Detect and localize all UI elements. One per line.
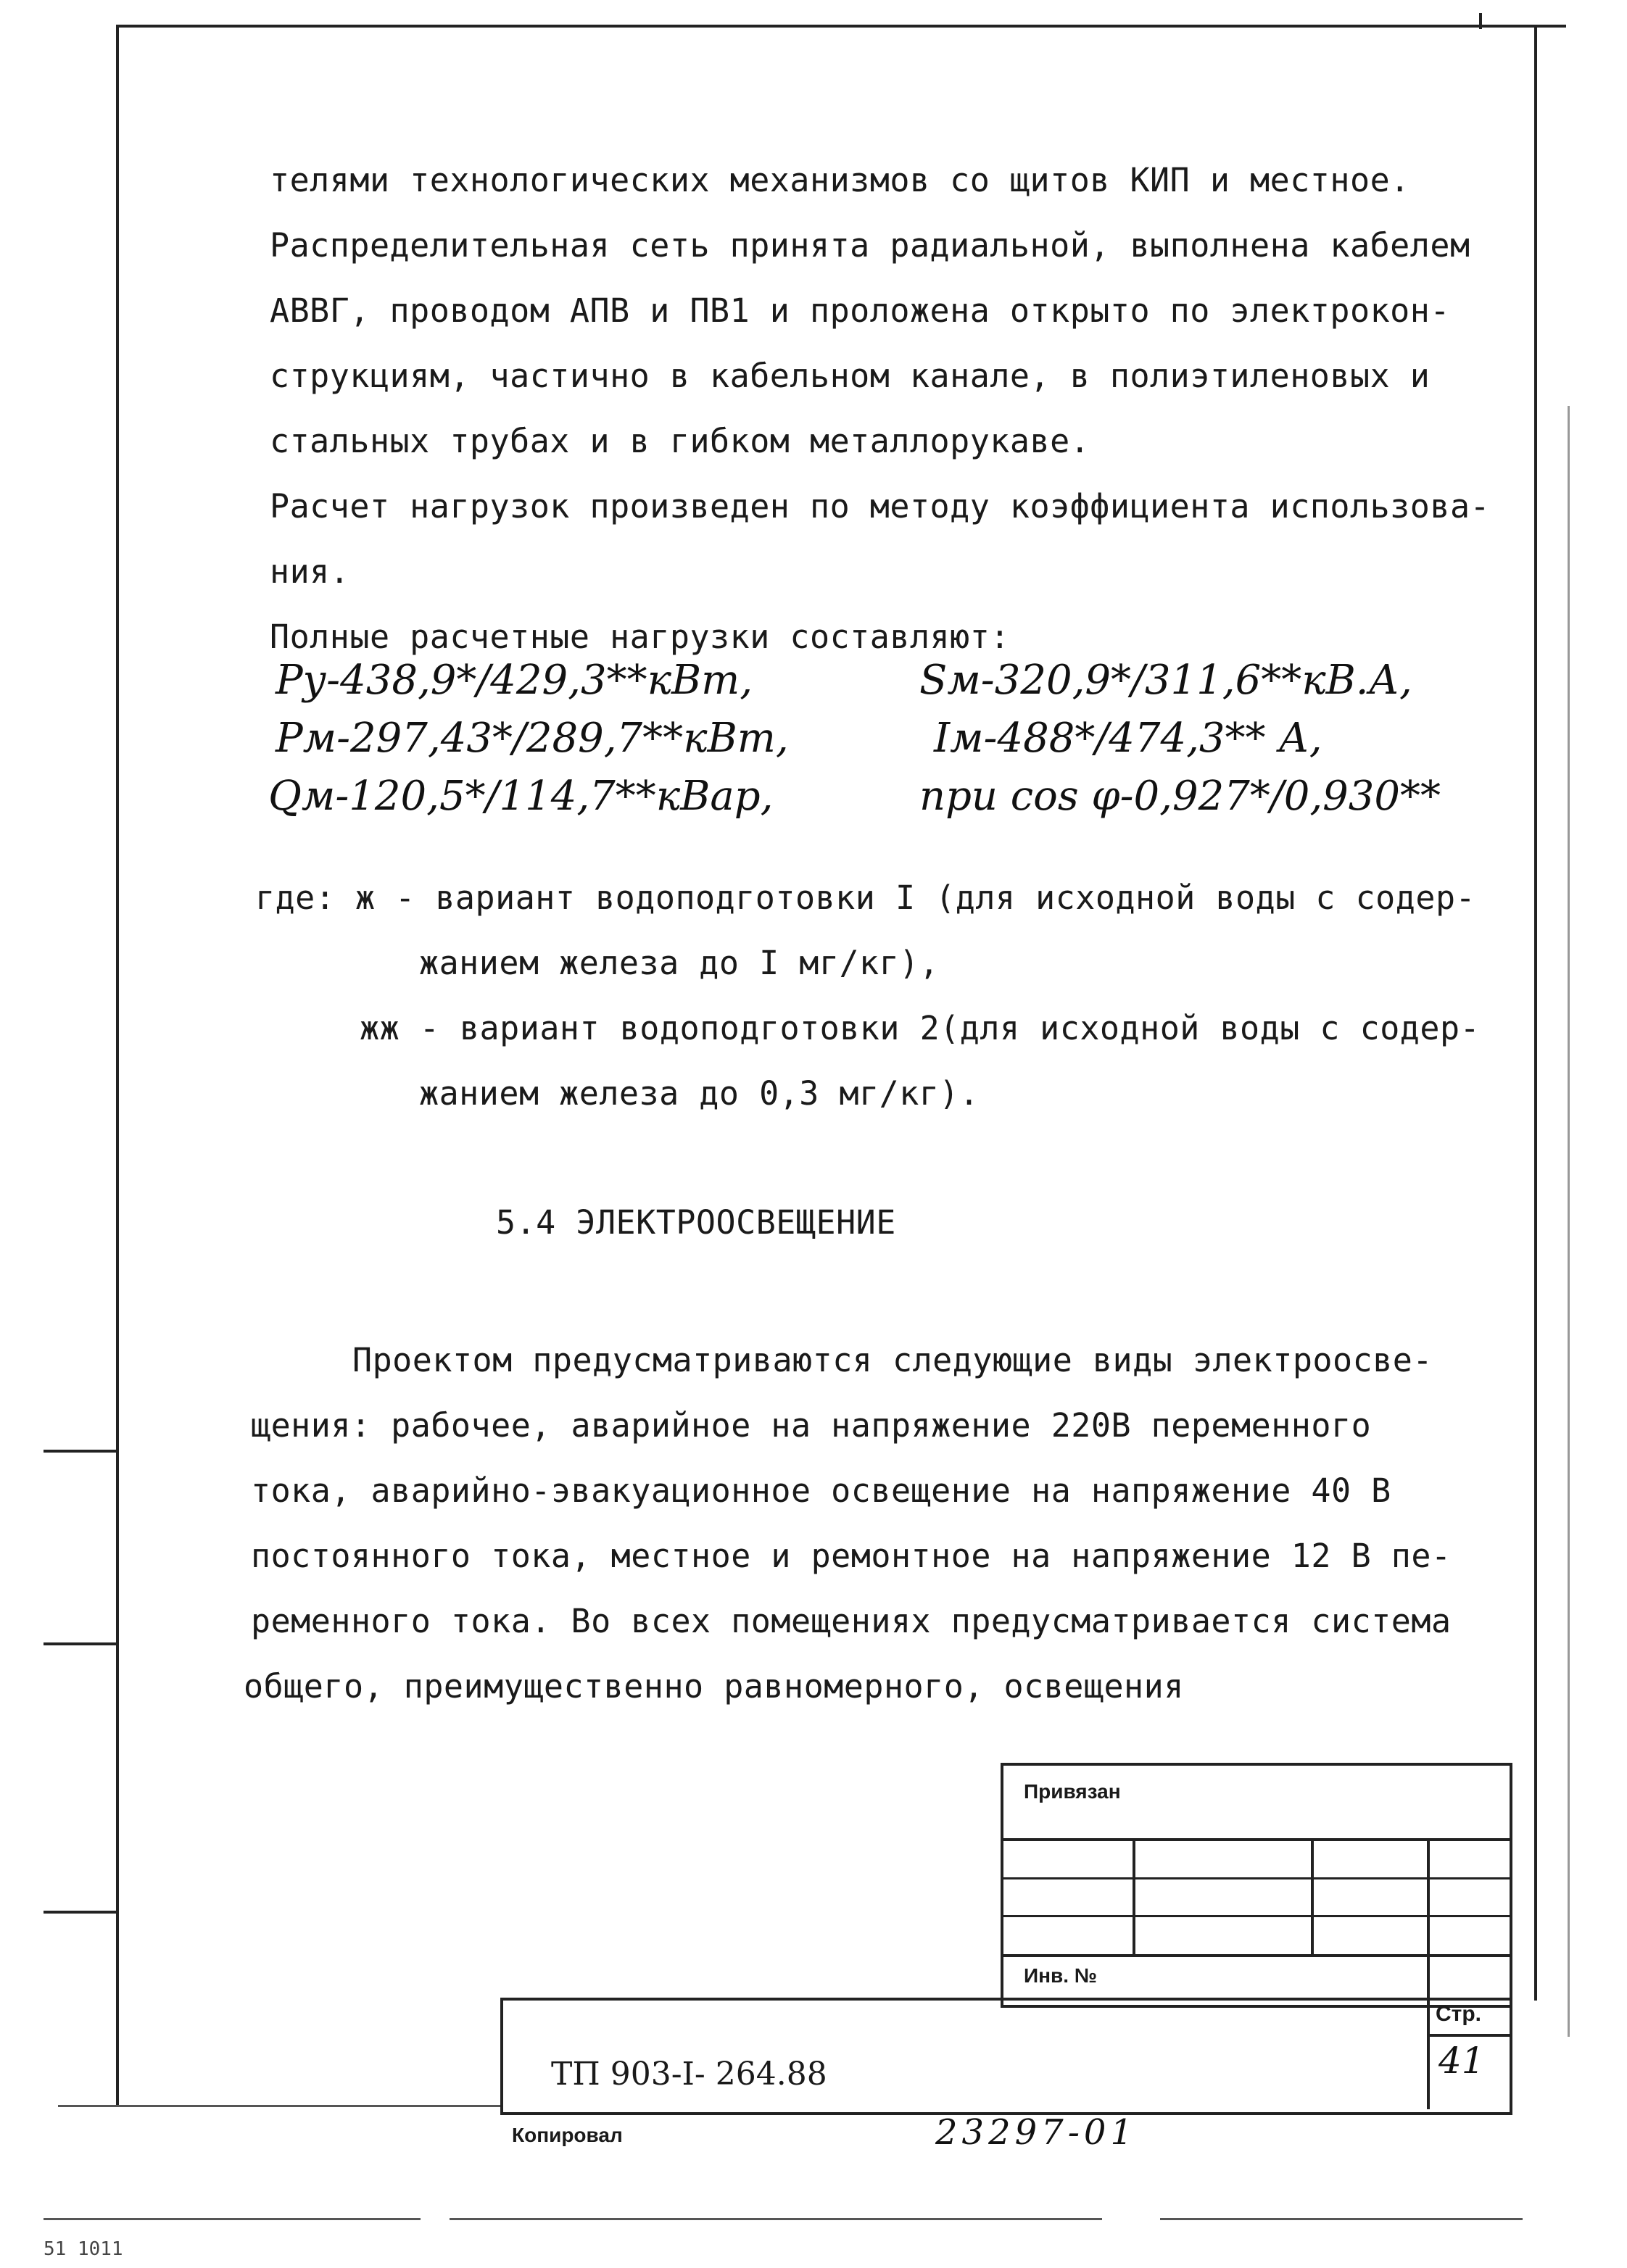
scan-dash <box>450 2218 1102 2220</box>
stamp-hline <box>1427 2034 1510 2037</box>
scan-dash <box>58 2105 500 2107</box>
section-line: щения: рабочее, аварийное на напряжение 220В переменного <box>251 1406 1372 1445</box>
load-left-value: Pу-438,9*/429,3**кВт, <box>276 657 753 704</box>
copied-label: Копировал <box>512 2124 623 2146</box>
frame-left-border <box>116 25 119 2106</box>
load-right-value: Sм-320,9*/311,6**кВ.А, <box>919 657 1412 704</box>
load-left-value: Qм-120,5*/114,7**кВар, <box>268 773 774 820</box>
section-title: 5.4 ЭЛЕКТРООСВЕЩЕНИЕ <box>496 1203 896 1242</box>
stamp-hline <box>1001 1915 1510 1917</box>
stamp-vline <box>1427 1838 1430 2002</box>
margin-tick <box>44 1642 119 1645</box>
page-label: Стр. <box>1436 2002 1482 2026</box>
body-line: АВВГ, проводом АПВ и ПВ1 и проложена открыто по электрокон- <box>270 291 1450 330</box>
margin-tick <box>44 1450 119 1453</box>
body-line: телями технологических механизмов со щитов КИП и местное. <box>270 161 1410 199</box>
inv-label: Инв. № <box>1024 1964 1098 1987</box>
note-line: жанием железа до I мг/кг), <box>419 944 940 982</box>
load-right-value: при cos φ-0,927*/0,930** <box>919 773 1441 820</box>
note-line: жанием железа до 0,3 мг/кг). <box>419 1074 980 1113</box>
corner-mark: 51 1011 <box>44 2238 123 2260</box>
privyazan-label: Привязан <box>1024 1780 1121 1803</box>
body-line: стальных трубах и в гибком металлорукаве. <box>270 422 1090 460</box>
body-line: струкциям, частично в кабельном канале, в полиэтиленовых и <box>270 357 1431 395</box>
stamp-hline <box>1001 1954 1510 1957</box>
frame-right-border <box>1534 25 1537 2001</box>
stamp-hline <box>1001 1838 1510 1841</box>
stamp-vline <box>1133 1838 1135 1954</box>
body-line: Расчет нагрузок произведен по методу коэффициента использова- <box>270 487 1491 526</box>
body-line: Распределительная сеть принята радиальной, выполнена кабелем <box>270 226 1470 265</box>
corner-tick <box>1479 13 1482 29</box>
stamp-vline <box>1311 1838 1314 1954</box>
stamp-vline <box>1427 1998 1430 2109</box>
body-line: ния. <box>270 552 350 591</box>
handwritten-number: 23297-01 <box>935 2112 1137 2153</box>
scan-dash <box>1160 2218 1523 2220</box>
margin-tick <box>44 1911 119 1914</box>
frame-top-border <box>116 25 1566 28</box>
section-line: общего, преимущественно равномерного, освещения <box>244 1667 1184 1706</box>
load-left-value: Pм-297,43*/289,7**кВт, <box>276 715 789 762</box>
stamp-hline <box>1001 1877 1510 1879</box>
load-right-value: Iм-488*/474,3** А, <box>934 715 1322 762</box>
page-number: 41 <box>1438 2040 1485 2082</box>
scan-edge-line <box>1568 406 1570 2037</box>
section-line: тока, аварийно-эвакуационное освещение на напряжение 40 В <box>251 1471 1391 1510</box>
section-line: ременного тока. Во всех помещениях предусматривается система <box>251 1602 1452 1640</box>
doc-code: ТП 903-I- 264.88 <box>551 2056 827 2093</box>
note-line: где: ж - вариант водоподготовки I (для исходной воды с содер- <box>255 878 1476 917</box>
section-line: Проектом предусматриваются следующие виды электроосве- <box>352 1341 1433 1379</box>
body-line: Полные расчетные нагрузки составляют: <box>270 618 1010 656</box>
note-line: жж - вариант водоподготовки 2(для исходной воды с содер- <box>360 1009 1481 1047</box>
scan-dash <box>44 2218 421 2220</box>
section-line: постоянного тока, местное и ремонтное на напряжение 12 В пе- <box>251 1537 1452 1575</box>
